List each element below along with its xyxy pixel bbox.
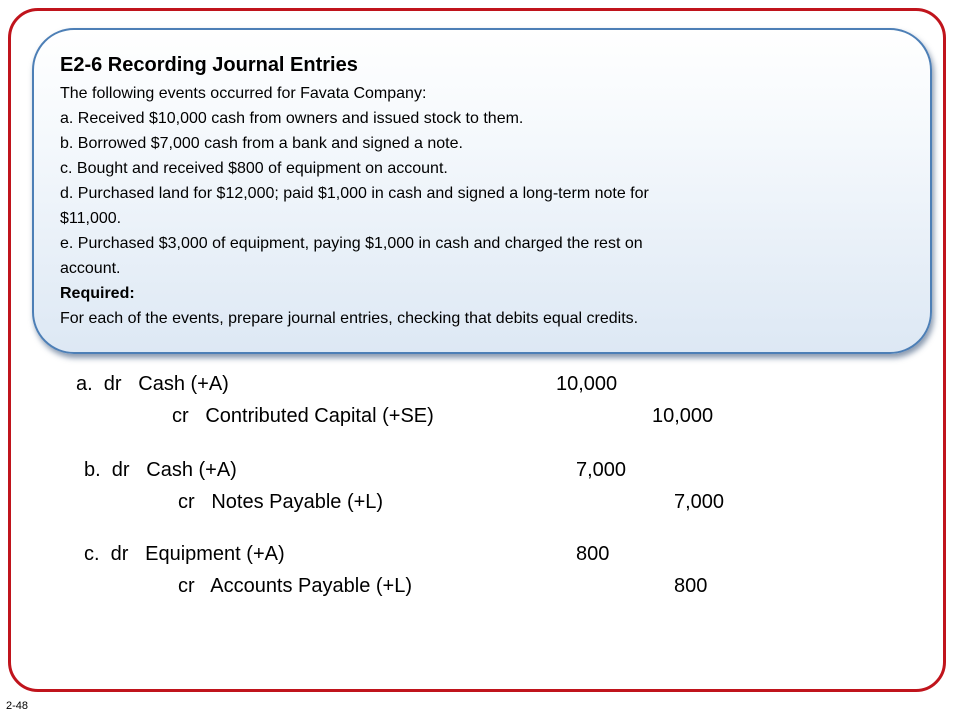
entry-b-debit-line: b. dr Cash (+A) [84,459,237,481]
entry-a-credit-line: cr Contributed Capital (+SE) [172,405,434,427]
problem-intro: The following events occurred for Favata Company: [60,85,427,102]
entry-c-debit-line: c. dr Equipment (+A) [84,543,285,565]
problem-title: E2-6 Recording Journal Entries [60,54,358,76]
problem-event-e: e. Purchased $3,000 of equipment, paying $1,000 in cash and charged the rest on [60,235,643,252]
entry-c-debit-amount: 800 [576,543,610,565]
page-number: 2-48 [6,700,29,712]
problem-event-b: b. Borrowed $7,000 cash from a bank and signed a note. [60,135,463,152]
problem-event-e-continued: account. [60,260,121,277]
required-text: For each of the events, prepare journal entries, checking that debits equal credits. [60,310,639,327]
entry-a-credit-amount: 10,000 [652,405,714,427]
entry-b-credit-line: cr Notes Payable (+L) [178,491,384,513]
problem-event-d: d. Purchased land for $12,000; paid $1,000 in cash and signed a long-term note for [60,185,649,202]
entry-a-debit-amount: 10,000 [556,373,618,395]
required-label: Required: [60,285,135,302]
entry-b-debit-amount: 7,000 [576,459,627,481]
problem-event-d-continued: $11,000. [60,210,122,227]
entry-b-credit-amount: 7,000 [674,491,725,513]
problem-event-c: c. Bought and received $800 of equipment on account. [60,160,448,177]
entry-c-credit-amount: 800 [674,575,708,597]
entry-a-debit-line: a. dr Cash (+A) [76,373,229,395]
problem-event-a: a. Received $10,000 cash from owners and issued stock to them. [60,110,524,127]
entry-c-credit-line: cr Accounts Payable (+L) [178,575,413,597]
